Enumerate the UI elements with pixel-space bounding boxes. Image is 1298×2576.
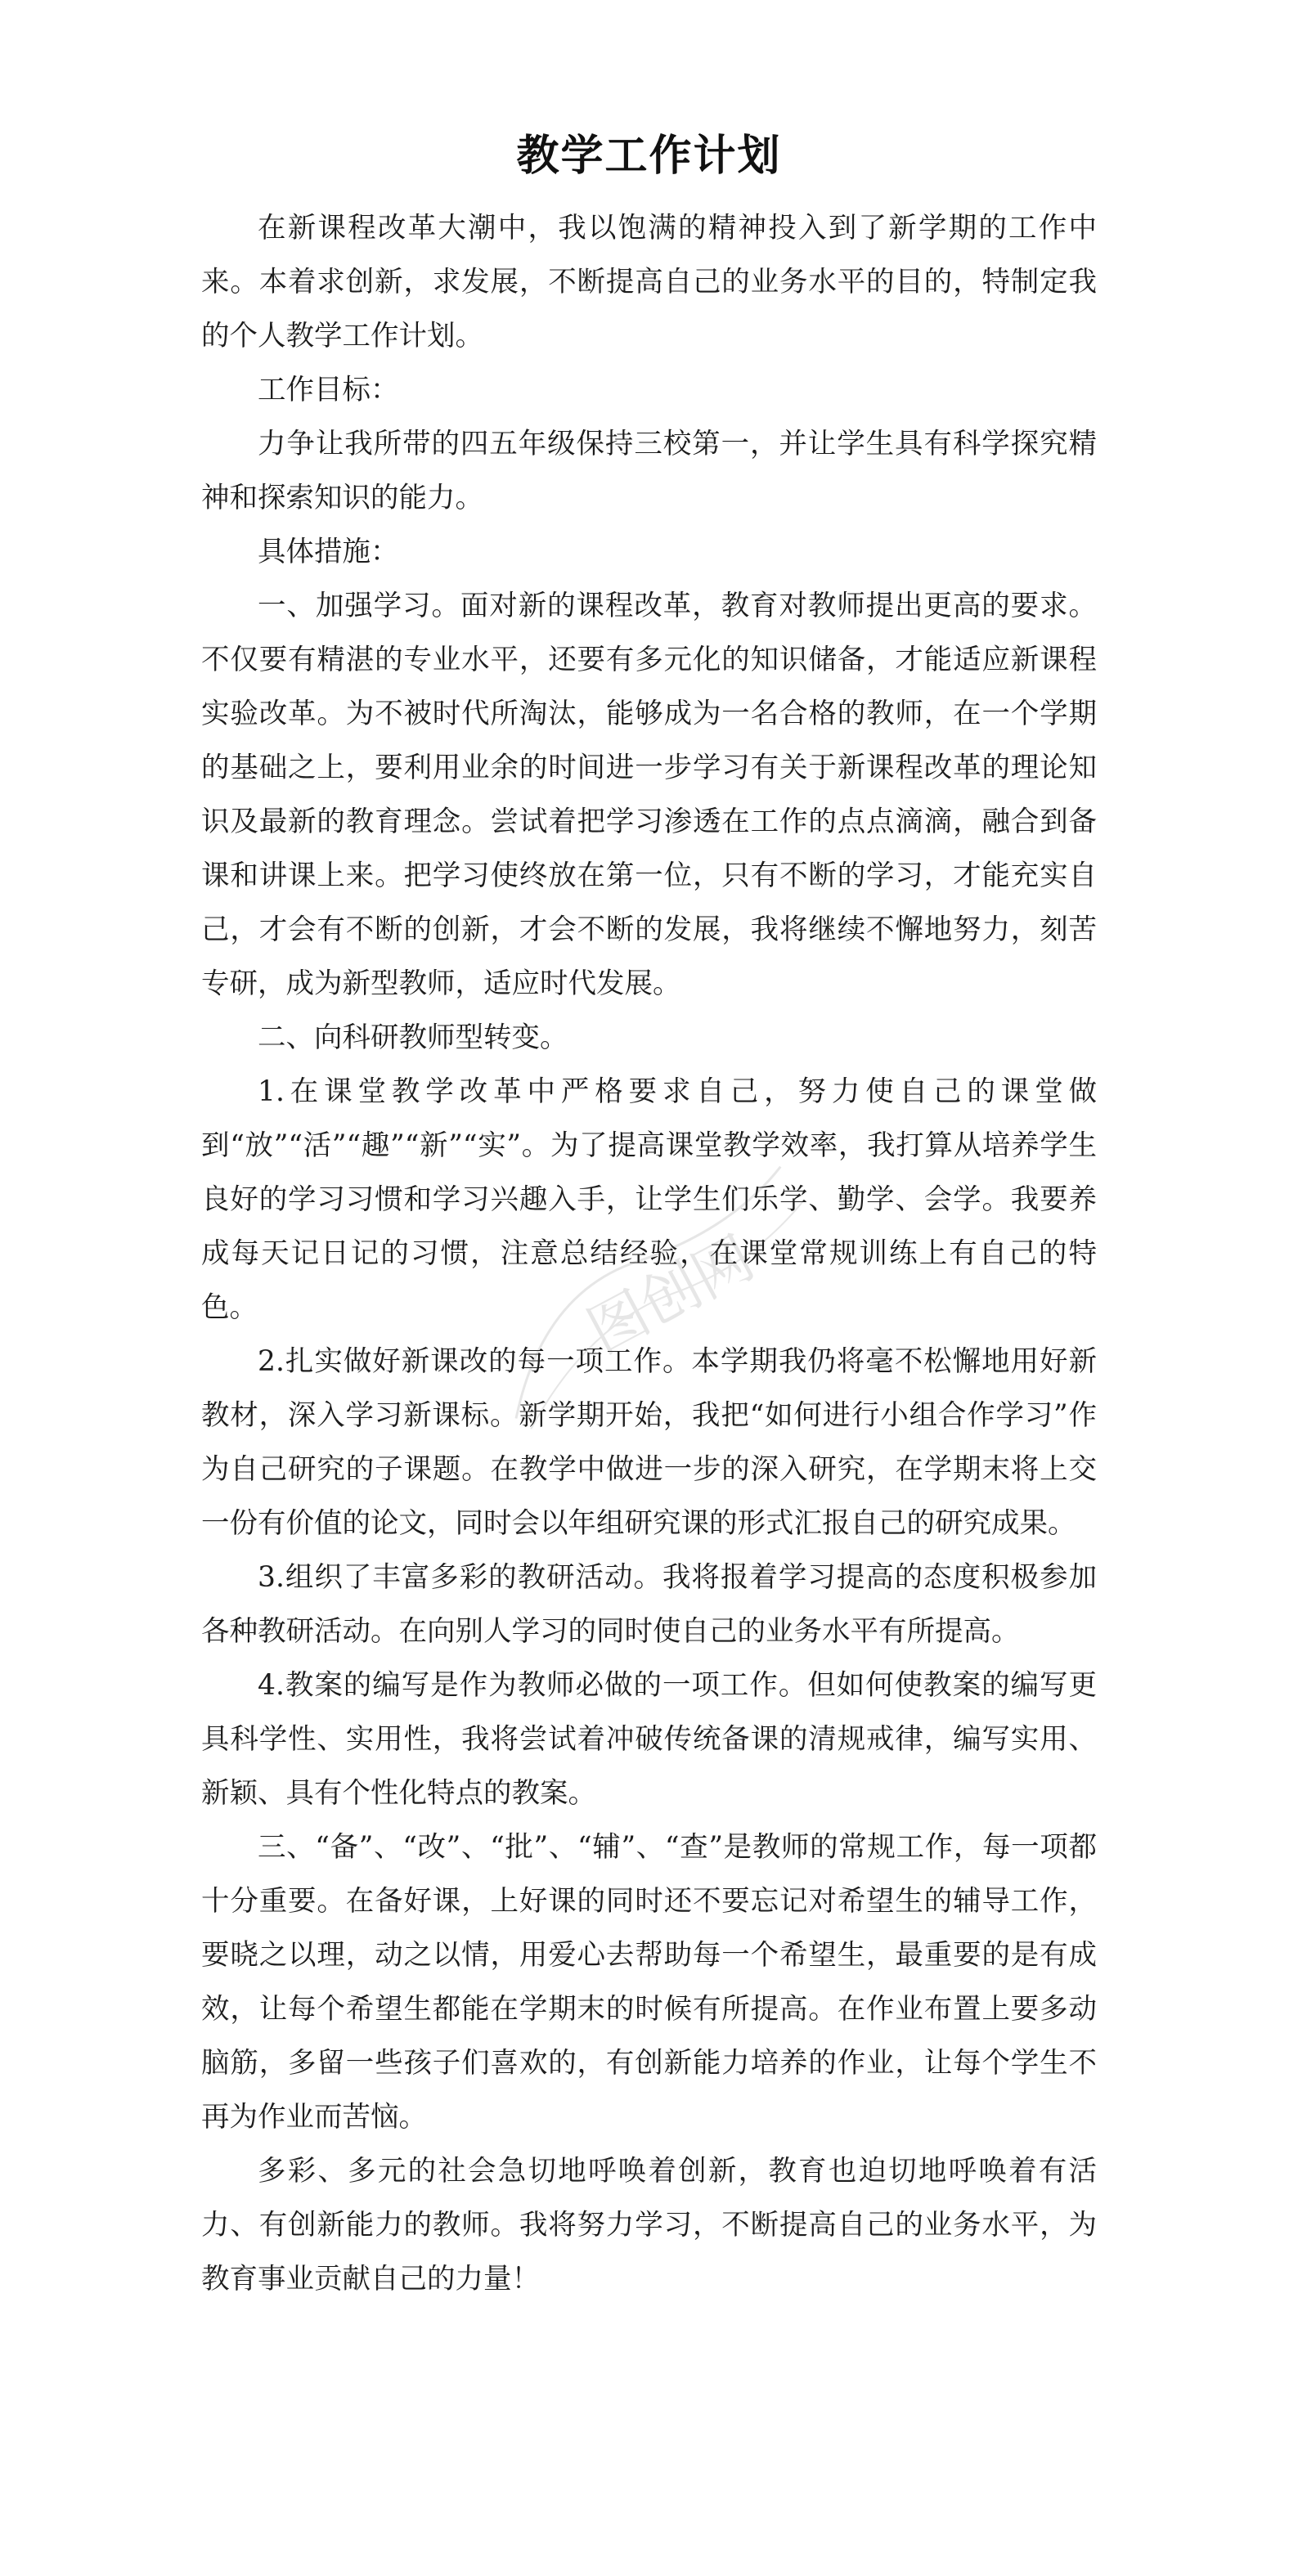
paragraph-measures-heading: 具体措施：	[258, 536, 399, 568]
document-title: 教学工作计划	[516, 132, 782, 181]
paragraph-goal-heading: 工作目标：	[258, 374, 399, 406]
paragraph-measure-2-item-4: 4.教案的编写是作为教师必做的一项工作。但如何使教案的编写更具科学性、实用性，我将尝试着冲破传统备课的清规戒律，编写实用、新颖、具有个性化特点的教案。	[201, 1669, 1097, 1810]
paragraph-measure-2: 二、向科研教师型转变。	[258, 1021, 568, 1054]
paragraph-measure-3: 三、“备”、“改”、“批”、“辅”、“查”是教师的常规工作，每一项都十分重要。在备好课，上好课的同时还不要忘记对希望生的辅导工作，要晓之以理，动之以情，用爱心去帮助每一个希望生，最重要的是有成效，让每个希望生都能在学期末的时候有所提高。在作业布置上要多动脑筋，多留一些孩子们喜欢的，有创新能力培养的作业，让每个学生不再为作业而苦恼。	[201, 1831, 1097, 2134]
paragraph-measure-2-item-2: 2.扎实做好新课改的每一项工作。本学期我仍将毫不松懈地用好新教材，深入学习新课标。新学期开始，我把“如何进行小组合作学习”作为自己研究的子课题。在教学中做进一步的深入研究，在学期末将上交一份有价值的论文，同时会以年组研究课的形式汇报自己的研究成果。	[201, 1345, 1097, 1540]
paragraph-measure-2-item-3: 3.组织了丰富多彩的教研活动。我将报着学习提高的态度积极参加各种教研活动。在向别人学习的同时使自己的业务水平有所提高。	[201, 1561, 1097, 1648]
paragraph-measure-2-item-1: 1.在课堂教学改革中严格要求自己，努力使自己的课堂做到“放”“活”“趣”“新”“实”。为了提高课堂教学效率，我打算从培养学生良好的学习习惯和学习兴趣入手，让学生们乐学、勤学、会学。我要养成每天记日记的习惯，注意总结经验，在课堂常规训练上有自己的特色。	[201, 1075, 1097, 1324]
paragraph-conclusion: 多彩、多元的社会急切地呼唤着创新，教育也迫切地呼唤着有活力、有创新能力的教师。我将努力学习，不断提高自己的业务水平，为教育事业贡献自己的力量！	[201, 2155, 1097, 2296]
paragraph-measure-1: 一、加强学习。面对新的课程改革，教育对教师提出更高的要求。不仅要有精湛的专业水平，还要有多元化的知识储备，才能适应新课程实验改革。为不被时代所淘汰，能够成为一名合格的教师，在一个学期的基础之上，要利用业余的时间进一步学习有关于新课程改革的理论知识及最新的教育理念。尝试着把学习渗透在工作的点点滴滴，融合到备课和讲课上来。把学习使终放在第一位，只有不断的学习，才能充实自己，才会有不断的创新，才会不断的发展，我将继续不懈地努力，刻苦专研，成为新型教师，适应时代发展。	[201, 590, 1097, 1000]
paragraph-goal: 力争让我所带的四五年级保持三校第一，并让学生具有科学探究精神和探索知识的能力。	[201, 428, 1097, 514]
watermark-text: 图创网	[576, 1223, 766, 1367]
paragraph-intro: 在新课程改革大潮中，我以饱满的精神投入到了新学期的工作中来。本着求创新，求发展，不断提高自己的业务水平的目的，特制定我的个人教学工作计划。	[201, 212, 1097, 352]
